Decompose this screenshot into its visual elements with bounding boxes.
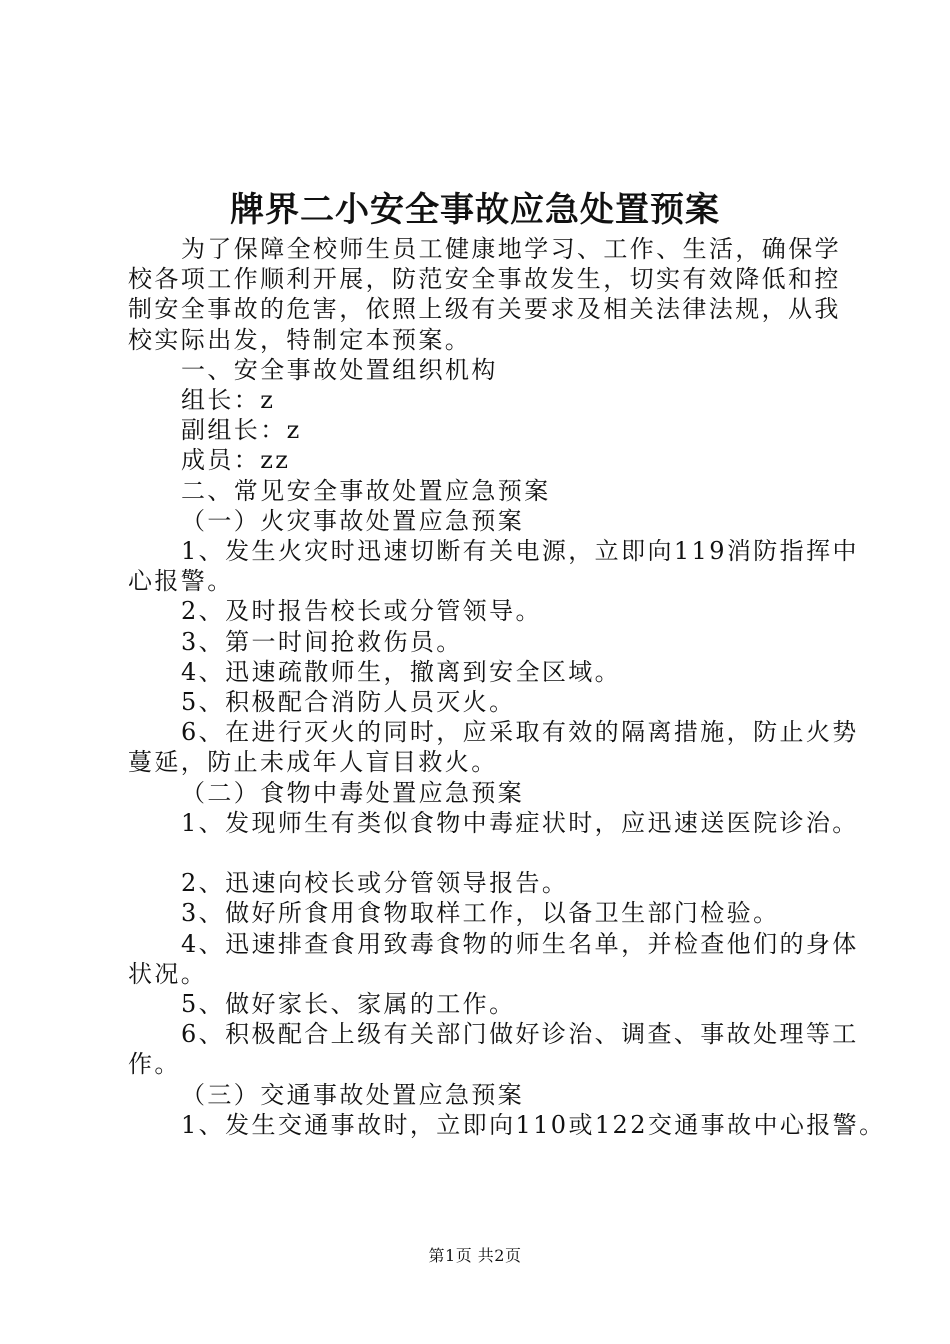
- blank-line: [128, 838, 848, 868]
- list-item: 4、迅速排查食用致毒食物的师生名单，并检查他们的身体: [181, 929, 859, 958]
- paragraph-line: 成员：zz: [181, 446, 291, 475]
- paragraph-line: 副组长：z: [181, 416, 302, 445]
- list-item: 1、发生火灾时迅速切断有关电源，立即向119消防指挥中: [181, 537, 859, 566]
- page-footer: 第1页 共2页: [428, 1246, 522, 1265]
- section-heading: 二、常见安全事故处置应急预案: [181, 476, 551, 505]
- paragraph-line: 校各项工作顺利开展，防范安全事故发生，切实有效降低和控: [128, 265, 841, 294]
- list-item: 5、积极配合消防人员灭火。: [181, 688, 516, 717]
- paragraph-line: 为了保障全校师生员工健康地学习、工作、生活，确保学: [181, 235, 841, 263]
- list-item: 2、及时报告校长或分管领导。: [181, 597, 542, 626]
- list-item-continuation: 蔓延，防止未成年人盲目救火。: [128, 748, 498, 777]
- list-item: 5、做好家长、家属的工作。: [181, 990, 516, 1019]
- list-item-continuation: 心报警。: [128, 567, 234, 596]
- list-item: 1、发现师生有类似食物中毒症状时，应迅速送医院诊治。: [181, 808, 859, 837]
- subsection-heading: （三）交通事故处置应急预案: [181, 1080, 525, 1109]
- document-body: [128, 234, 886, 1140]
- document-title: 牌界二小安全事故应急处置预案: [230, 190, 720, 230]
- paragraph-line: 制安全事故的危害，依照上级有关要求及相关法律法规，从我: [128, 295, 841, 324]
- list-item-continuation: 状况。: [128, 959, 208, 988]
- list-item: 4、迅速疏散师生，撤离到安全区域。: [181, 657, 622, 686]
- list-item: 6、积极配合上级有关部门做好诊治、调查、事故处理等工: [181, 1020, 859, 1049]
- list-item-continuation: 作。: [128, 1050, 181, 1079]
- list-item: 3、做好所食用食物取样工作，以备卫生部门检验。: [181, 899, 780, 928]
- section-heading: 一、安全事故处置组织机构: [181, 355, 498, 384]
- paragraph-line: 校实际出发，特制定本预案。: [128, 325, 472, 354]
- list-item: 3、第一时间抢救伤员。: [181, 627, 463, 656]
- list-item: 1、发生交通事故时，立即向110或122交通事故中心报警。: [181, 1110, 886, 1139]
- list-item: 2、迅速向校长或分管领导报告。: [181, 869, 569, 898]
- paragraph-line: 组长：z: [181, 386, 276, 415]
- subsection-heading: （二）食物中毒处置应急预案: [181, 778, 525, 807]
- subsection-heading: （一）火灾事故处置应急预案: [181, 506, 525, 535]
- list-item: 6、在进行灭火的同时，应采取有效的隔离措施，防止火势: [181, 718, 859, 747]
